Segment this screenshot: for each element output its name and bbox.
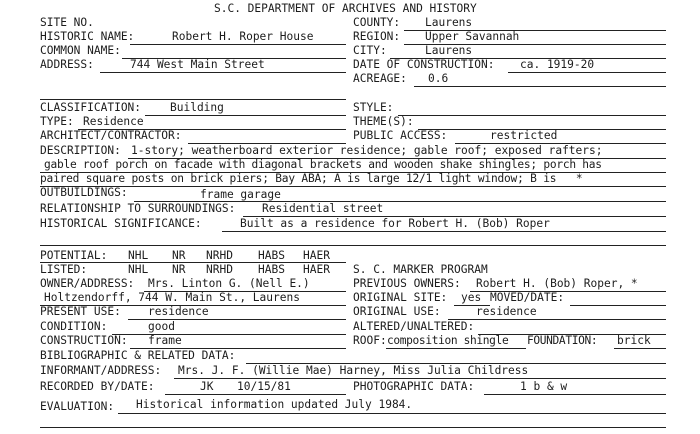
potential-habs: HABS (258, 249, 285, 262)
evaluation-rule-2 (40, 427, 666, 428)
recorded-date: 10/15/81 (237, 380, 291, 393)
previous-owners-value: Robert H. (Bob) Roper, * (476, 277, 638, 290)
description-label: DESCRIPTION: (40, 144, 121, 157)
owner-label: OWNER/ADDRESS: (40, 277, 135, 290)
potential-nr: NR (172, 249, 186, 262)
significance-label: HISTORICAL SIGNIFICANCE: (40, 217, 202, 230)
listed-nhl: NHL (128, 263, 149, 276)
outbuildings-label: OUTBUILDINGS: (40, 186, 128, 199)
public-access-value: restricted (490, 129, 558, 142)
date-of-construction-label: DATE OF CONSTRUCTION: (353, 58, 495, 71)
county-value: Laurens (425, 16, 473, 29)
informant-rule (174, 378, 666, 379)
original-use-rule (448, 319, 666, 320)
construction-label: CONSTRUCTION: (40, 334, 128, 347)
owner-line-2: Holtzendorff, 744 W. Main St., Laurens (44, 291, 300, 304)
foundation-label: FOUNDATION: (527, 334, 598, 347)
roof-value: composition shingle (387, 334, 509, 347)
bibliographic-label: BIBLIOGRAPHIC & RELATED DATA: (40, 349, 236, 362)
acreage-value: 0.6 (428, 72, 449, 85)
original-use-label: ORIGINAL USE: (353, 305, 441, 318)
address-value: 744 West Main Street (130, 58, 265, 71)
site-no-label: SITE NO. (40, 16, 94, 29)
listed-nr: NR (172, 263, 186, 276)
date-of-construction-value: ca. 1919-20 (520, 58, 595, 71)
relationship-value: Residential street (262, 202, 384, 215)
photographic-value: 1 b & w (520, 380, 568, 393)
moved-date-label: MOVED/DATE: (490, 291, 565, 304)
historic-name-rule (130, 44, 346, 45)
altered-label: ALTERED/UNALTERED: (353, 320, 475, 333)
form-title: S.C. DEPARTMENT OF ARCHIVES AND HISTORY (214, 2, 477, 15)
potential-haer: HAER (303, 249, 330, 262)
informant-label: INFORMANT/ADDRESS: (40, 364, 162, 377)
type-label: TYPE: (40, 115, 74, 128)
evaluation-label: EVALUATION: (40, 400, 115, 413)
potential-nrhd: NRHD (206, 249, 233, 262)
listed-habs: HABS (258, 263, 285, 276)
significance-rule (222, 231, 666, 232)
county-label: COUNTY: (353, 16, 401, 29)
listed-haer: HAER (303, 263, 330, 276)
photographic-label: PHOTOGRAPHIC DATA: (353, 380, 475, 393)
historic-name-value: Robert H. Roper House (172, 30, 314, 43)
foundation-rule (614, 348, 666, 349)
description-line-1: 1-story; weatherboard exterior residence; gable roof; exposed rafters; (131, 144, 603, 157)
foundation-value: brick (617, 334, 651, 347)
region-value: Upper Savannah (425, 30, 520, 43)
address-label: ADDRESS: (40, 58, 94, 71)
region-label: REGION: (353, 30, 401, 43)
section-divider (40, 99, 346, 100)
construction-value: frame (148, 334, 182, 347)
potential-nhl: NHL (128, 249, 149, 262)
roof-label: ROOF: (353, 334, 387, 347)
previous-owners-label: PREVIOUS OWNERS: (353, 277, 461, 290)
marker-program-label: S. C. MARKER PROGRAM (353, 263, 488, 276)
city-value: Laurens (425, 44, 473, 57)
photographic-rule (484, 394, 666, 395)
description-line-2: gable roof porch on facade with diagonal brackets and wooden shake shingles; porch has (44, 158, 602, 171)
theme-label: THEME(S): (353, 115, 414, 128)
listed-label: LISTED: (40, 263, 88, 276)
owner-line-1: Mrs. Linton G. (Nell E.) (148, 277, 310, 290)
recorded-label: RECORDED BY/DATE: (40, 380, 155, 393)
informant-value: Mrs. J. F. (Willie Mae) Harney, Miss Julia Childress (178, 364, 529, 377)
description-rule-3 (40, 186, 666, 187)
date-of-construction-rule (508, 72, 666, 73)
type-value: Residence (83, 115, 144, 128)
acreage-label: ACREAGE: (353, 72, 407, 85)
style-rule (398, 115, 666, 116)
style-label: STYLE: (353, 101, 394, 114)
moved-date-rule (570, 305, 666, 306)
present-use-label: PRESENT USE: (40, 305, 121, 318)
classification-label: CLASSIFICATION: (40, 101, 142, 114)
original-use-value: residence (476, 305, 537, 318)
architect-label: ARCHITECT/CONTRACTOR: (40, 129, 182, 142)
potential-label: POTENTIAL: (40, 249, 108, 262)
original-site-label: ORIGINAL SITE: (353, 291, 448, 304)
city-label: CITY: (353, 44, 387, 57)
relationship-label: RELATIONSHIP TO SURROUNDINGS: (40, 202, 236, 215)
original-site-value: yes (461, 291, 482, 304)
historic-name-label: HISTORIC NAME: (40, 30, 135, 43)
outbuildings-value: frame garage (200, 188, 281, 201)
address-rule (100, 72, 346, 73)
listed-nrhd: NRHD (206, 263, 233, 276)
classification-value: Building (170, 101, 224, 114)
common-name-label: COMMON NAME: (40, 44, 121, 57)
classification-rule (145, 115, 346, 116)
significance-value: Built as a residence for Robert H. (Bob) Roper (240, 217, 550, 230)
recorded-by: JK (200, 380, 214, 393)
roof-rule (386, 348, 526, 349)
present-use-value: residence (148, 305, 209, 318)
public-access-label: PUBLIC ACCESS: (353, 129, 448, 142)
acreage-rule (414, 86, 666, 87)
description-line-3: paired square posts on brick piers; Bay ABA; A is large 12/1 light window; B is * (40, 172, 583, 185)
recorded-rule (165, 394, 346, 395)
condition-label: CONDITION: (40, 320, 108, 333)
significance-rule-2 (40, 245, 666, 246)
evaluation-rule (118, 413, 666, 414)
condition-value: good (148, 320, 175, 333)
evaluation-value: Historical information updated July 1984. (136, 398, 413, 411)
